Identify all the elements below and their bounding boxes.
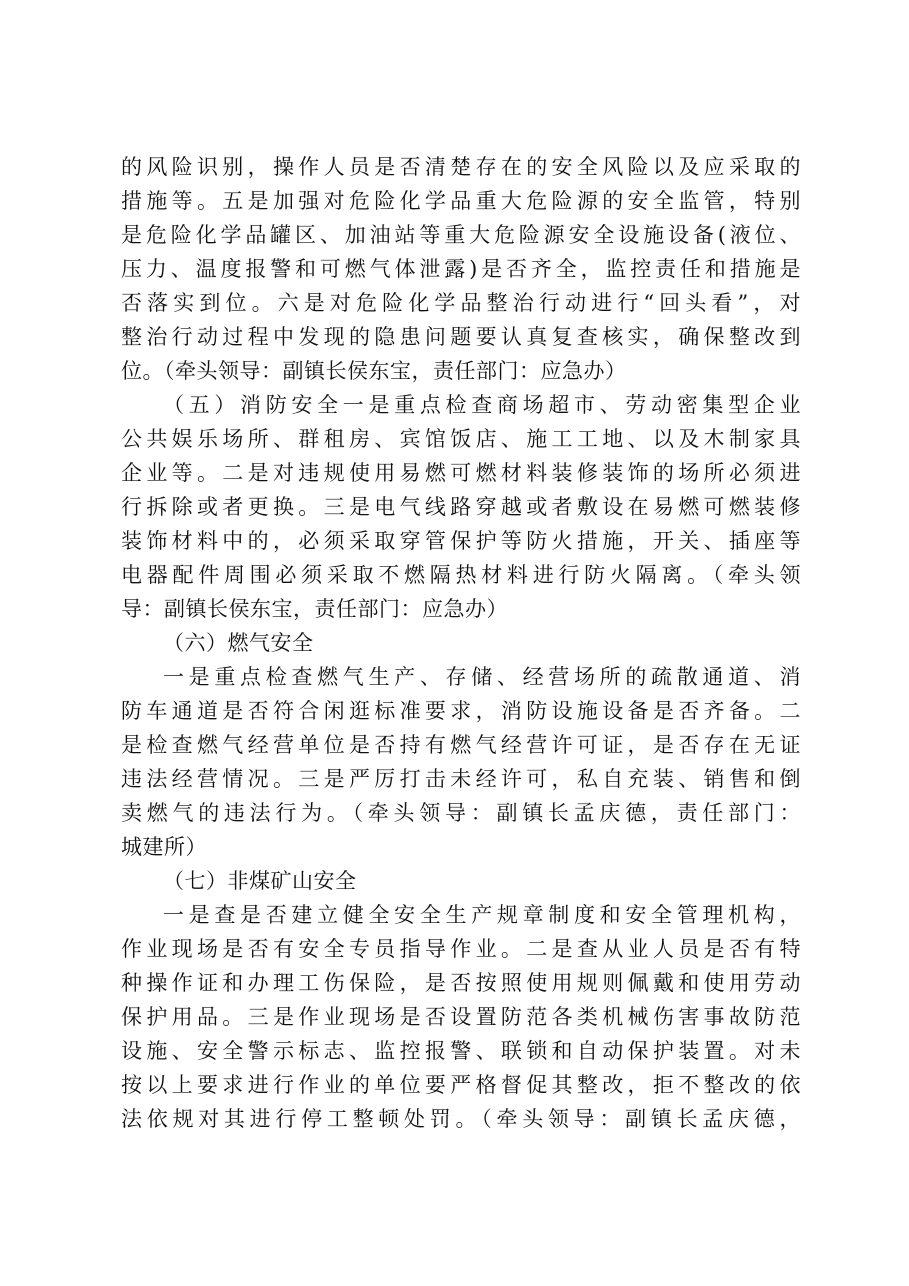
text-line: 设施、安全警示标志、监控报警、联锁和自动保护装置。对未 bbox=[121, 1039, 801, 1063]
text-line: 是检查燃气经营单位是否持有燃气经营许可证，是否存在无证 bbox=[121, 733, 801, 757]
text-line: 否落实到位。六是对危险化学品整治行动进行“回头看”，对 bbox=[121, 291, 801, 315]
section-heading-line: （五）消防安全一是重点检查商场超市、劳动密集型企业 bbox=[163, 393, 801, 417]
text-line: 措施等。五是加强对危险化学品重大危险源的安全监管，特别 bbox=[121, 189, 801, 213]
text-line: 电器配件周围必须采取不燃隔热材料进行防火隔离。（牵头领 bbox=[121, 563, 801, 587]
text-line: 防车通道是否符合闲逛标准要求，消防设施设备是否齐备。二 bbox=[121, 699, 801, 723]
text-line: 导：副镇长侯东宝，责任部门：应急办） bbox=[121, 597, 508, 621]
text-line: 装饰材料中的，必须采取穿管保护等防火措施，开关、插座等 bbox=[121, 529, 801, 553]
text-line: 公共娱乐场所、群租房、宾馆饭店、施工工地、以及木制家具 bbox=[121, 427, 801, 451]
text-line: 法依规对其进行停工整顿处罚。（牵头领导：副镇长孟庆德， bbox=[121, 1107, 801, 1131]
document-body bbox=[121, 150, 801, 1136]
section-heading: （七）非煤矿山安全 bbox=[163, 869, 357, 893]
section-heading: （六）燃气安全 bbox=[163, 631, 314, 655]
text-line: 作业现场是否有安全专员指导作业。二是查从业人员是否有特 bbox=[121, 937, 801, 961]
text-line: 卖燃气的违法行为。（牵头领导：副镇长孟庆德，责任部门： bbox=[121, 801, 801, 825]
text-line: 违法经营情况。三是严厉打击未经许可，私自充装、销售和倒 bbox=[121, 767, 801, 791]
text-line: 城建所） bbox=[121, 835, 207, 859]
text-line: 位。（牵头领导：副镇长侯东宝，责任部门：应急办） bbox=[121, 359, 627, 383]
text-line: 行拆除或者更换。三是电气线路穿越或者敷设在易燃可燃装修 bbox=[121, 495, 801, 519]
text-line: 是危险化学品罐区、加油站等重大危险源安全设施设备(液位、 bbox=[121, 223, 801, 247]
text-line: 的风险识别，操作人员是否清楚存在的安全风险以及应采取的 bbox=[121, 155, 801, 179]
text-line: 企业等。二是对违规使用易燃可燃材料装修装饰的场所必须进 bbox=[121, 461, 801, 485]
text-line: 压力、温度报警和可燃气体泄露)是否齐全，监控责任和措施是 bbox=[121, 257, 801, 281]
text-line: 按以上要求进行作业的单位要严格督促其整改，拒不整改的依 bbox=[121, 1073, 801, 1097]
text-line: 保护用品。三是作业现场是否设置防范各类机械伤害事故防范 bbox=[121, 1005, 801, 1029]
text-line: 一是重点检查燃气生产、存储、经营场所的疏散通道、消 bbox=[163, 665, 801, 689]
text-line: 一是查是否建立健全安全生产规章制度和安全管理机构， bbox=[163, 903, 801, 927]
text-line: 整治行动过程中发现的隐患问题要认真复查核实，确保整改到 bbox=[121, 325, 801, 349]
text-line: 种操作证和办理工伤保险，是否按照使用规则佩戴和使用劳动 bbox=[121, 971, 801, 995]
